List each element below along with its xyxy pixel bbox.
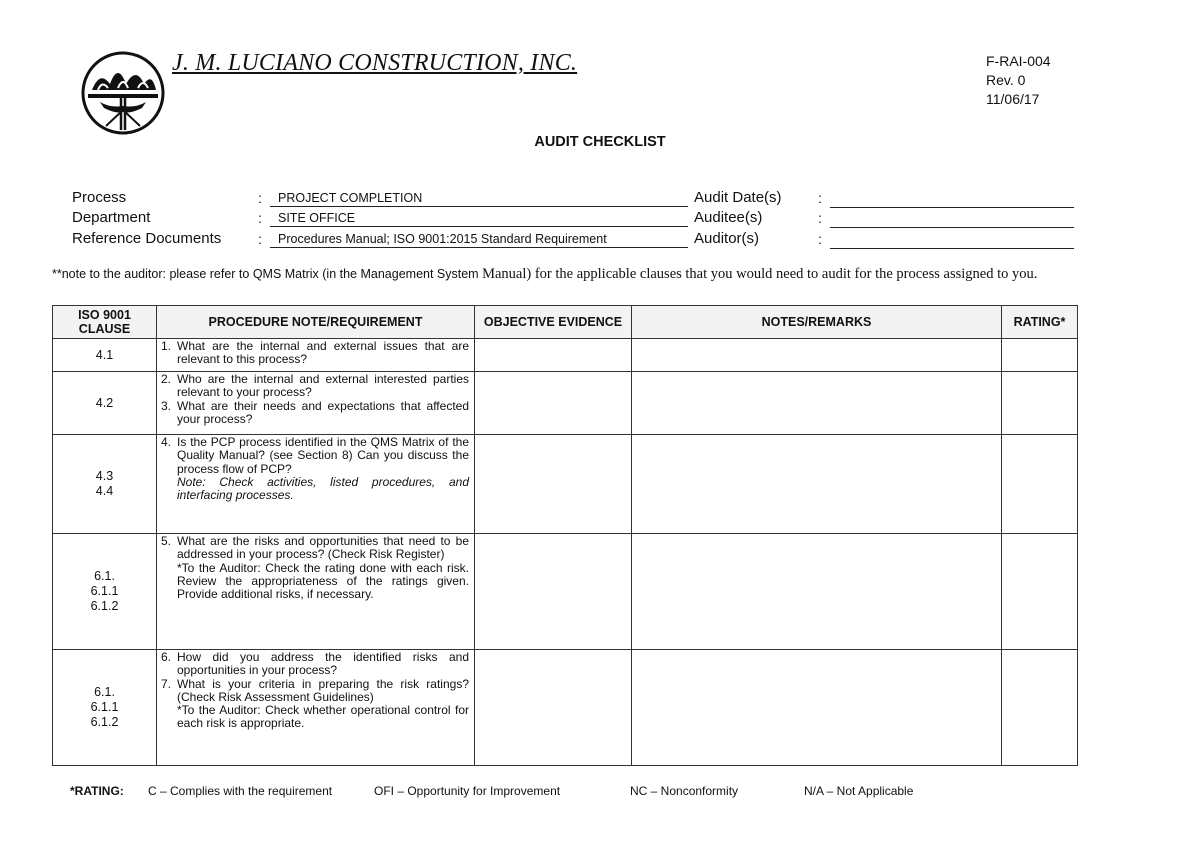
procedure-cell xyxy=(157,372,475,435)
audit-date-label: Audit Date(s) xyxy=(694,189,782,206)
reference-documents-field[interactable]: Procedures Manual; ISO 9001:2015 Standard Requirement xyxy=(270,230,688,248)
company-name: J. M. LUCIANO CONSTRUCTION, INC. xyxy=(172,50,578,76)
clause-cell xyxy=(53,339,157,372)
clause-cell xyxy=(53,650,157,766)
department-field[interactable]: SITE OFFICE xyxy=(270,209,688,227)
auditor-note xyxy=(52,266,1182,282)
colon: : xyxy=(818,190,822,206)
requirement-number: 7. xyxy=(161,676,172,691)
clause-number: 6.1.1 xyxy=(90,700,119,714)
clause-number: 6.1. xyxy=(94,685,115,699)
evidence-cell[interactable] xyxy=(475,435,632,534)
requirement-text: Who are the internal and external interested parties relevant to your process? xyxy=(177,372,469,400)
table-row xyxy=(53,435,1078,534)
notes-cell[interactable] xyxy=(632,372,1002,435)
header-procedure: PROCEDURE NOTE/REQUIREMENT xyxy=(157,306,475,339)
revision: Rev. 0 xyxy=(986,72,1026,88)
colon: : xyxy=(258,190,262,206)
evidence-cell[interactable] xyxy=(475,534,632,650)
requirement-note: Note: Check activities, listed procedures, and interfacing processes. xyxy=(177,474,469,503)
notes-cell[interactable] xyxy=(632,534,1002,650)
requirement-text: What are the internal and external issues that are relevant to this process? xyxy=(177,339,469,367)
auditee-label: Auditee(s) xyxy=(694,209,763,226)
auditor-note-part2: Manual) for the applicable clauses that you would need to audit for the process assigned to you. xyxy=(482,266,1038,282)
issue-date: 11/06/17 xyxy=(986,91,1040,107)
legend-nonconformity: NC – Nonconformity xyxy=(630,784,739,798)
clause-cell xyxy=(53,372,157,435)
requirement-text: Is the PCP process identified in the QMS Matrix of the Quality Manual? (see Section 8) Can you discuss the process flow of PCP? xyxy=(177,435,469,476)
audit-date-field[interactable] xyxy=(830,189,1074,208)
notes-cell[interactable] xyxy=(632,650,1002,766)
legend-opportunity: OFI – Opportunity for Improvement xyxy=(374,784,561,798)
requirement-text: What are the risks and opportunities that need to be addressed in your process? (Check Risk Register) xyxy=(177,534,469,562)
clause-cell xyxy=(53,534,157,650)
department-label: Department xyxy=(72,209,151,226)
company-logo-icon xyxy=(80,50,166,136)
clause-number: 4.3 xyxy=(95,469,114,483)
colon: : xyxy=(818,231,822,247)
clause-number: 4.2 xyxy=(95,395,114,410)
auditor-field[interactable] xyxy=(830,230,1074,249)
procedure-cell xyxy=(157,435,475,534)
rating-cell[interactable] xyxy=(1002,650,1078,766)
requirement-item xyxy=(161,678,469,705)
audit-checklist-table xyxy=(52,305,1078,766)
legend-complies: C – Complies with the requirement xyxy=(148,784,333,798)
requirement-number: 5. xyxy=(161,534,172,548)
requirement-text: What is your criteria in preparing the risk ratings? (Check Risk Assessment Guidelines) xyxy=(177,676,469,704)
requirement-text: What are their needs and expectations that affected your process? xyxy=(177,398,469,426)
auditor-instruction: *To the Auditor: Check the rating done with each risk. Review the appropriateness of the ratings given. Provide additional risks, if necessary. xyxy=(177,560,469,602)
header-rating: RATING* xyxy=(1002,306,1078,339)
procedure-cell xyxy=(157,650,475,766)
clause-number: 4.1 xyxy=(95,347,114,362)
requirement-item xyxy=(161,651,469,678)
requirement-number: 6. xyxy=(161,650,172,664)
requirement-item xyxy=(161,373,469,400)
page-title: AUDIT CHECKLIST xyxy=(534,134,666,150)
header-evidence: OBJECTIVE EVIDENCE xyxy=(475,306,632,339)
auditor-label: Auditor(s) xyxy=(694,230,760,247)
evidence-cell[interactable] xyxy=(475,372,632,435)
auditee-field[interactable] xyxy=(830,209,1074,228)
auditor-instruction: *To the Auditor: Check whether operational control for each risk is appropriate. xyxy=(177,703,469,731)
requirement-item xyxy=(161,400,469,427)
table-row xyxy=(53,372,1078,435)
requirement-number: 2. xyxy=(161,372,172,386)
header-notes: NOTES/REMARKS xyxy=(632,306,1002,339)
notes-cell[interactable] xyxy=(632,435,1002,534)
process-label: Process xyxy=(72,189,127,206)
notes-cell[interactable] xyxy=(632,339,1002,372)
procedure-cell xyxy=(157,534,475,650)
colon: : xyxy=(818,210,822,226)
colon: : xyxy=(258,231,262,247)
evidence-cell[interactable] xyxy=(475,339,632,372)
clause-number: 6.1. xyxy=(94,569,115,583)
colon: : xyxy=(258,210,262,226)
table-row xyxy=(53,650,1078,766)
clause-number: 6.1.1 xyxy=(90,584,119,598)
rating-cell[interactable] xyxy=(1002,435,1078,534)
form-code: F-RAI-004 xyxy=(986,53,1051,69)
rating-cell[interactable] xyxy=(1002,372,1078,435)
procedure-cell xyxy=(157,339,475,372)
table-header-row xyxy=(53,306,1078,339)
process-field[interactable]: PROJECT COMPLETION xyxy=(270,189,688,207)
table-row xyxy=(53,534,1078,650)
requirement-item xyxy=(161,535,469,562)
requirement-number: 4. xyxy=(161,435,172,449)
requirement-text: How did you address the identified risks and opportunities in your process? xyxy=(177,650,469,678)
evidence-cell[interactable] xyxy=(475,650,632,766)
reference-documents-label: Reference Documents xyxy=(72,230,222,247)
requirement-number: 1. xyxy=(161,339,172,353)
clause-number: 4.4 xyxy=(95,484,114,498)
clause-number: 6.1.2 xyxy=(90,715,119,729)
requirement-item xyxy=(161,340,469,367)
document-info xyxy=(986,52,1051,109)
rating-cell[interactable] xyxy=(1002,534,1078,650)
requirement-number: 3. xyxy=(161,398,172,413)
header-clause: ISO 9001 CLAUSE xyxy=(53,306,157,339)
legend-label: *RATING: xyxy=(70,784,124,798)
requirement-item xyxy=(161,436,469,476)
rating-cell[interactable] xyxy=(1002,339,1078,372)
legend-not-applicable: N/A – Not Applicable xyxy=(804,784,914,798)
clause-cell xyxy=(53,435,157,534)
clause-number: 6.1.2 xyxy=(90,599,119,613)
auditor-note-part1: **note to the auditor: please refer to QMS Matrix (in the Management System xyxy=(52,267,483,281)
table-row xyxy=(53,339,1078,372)
